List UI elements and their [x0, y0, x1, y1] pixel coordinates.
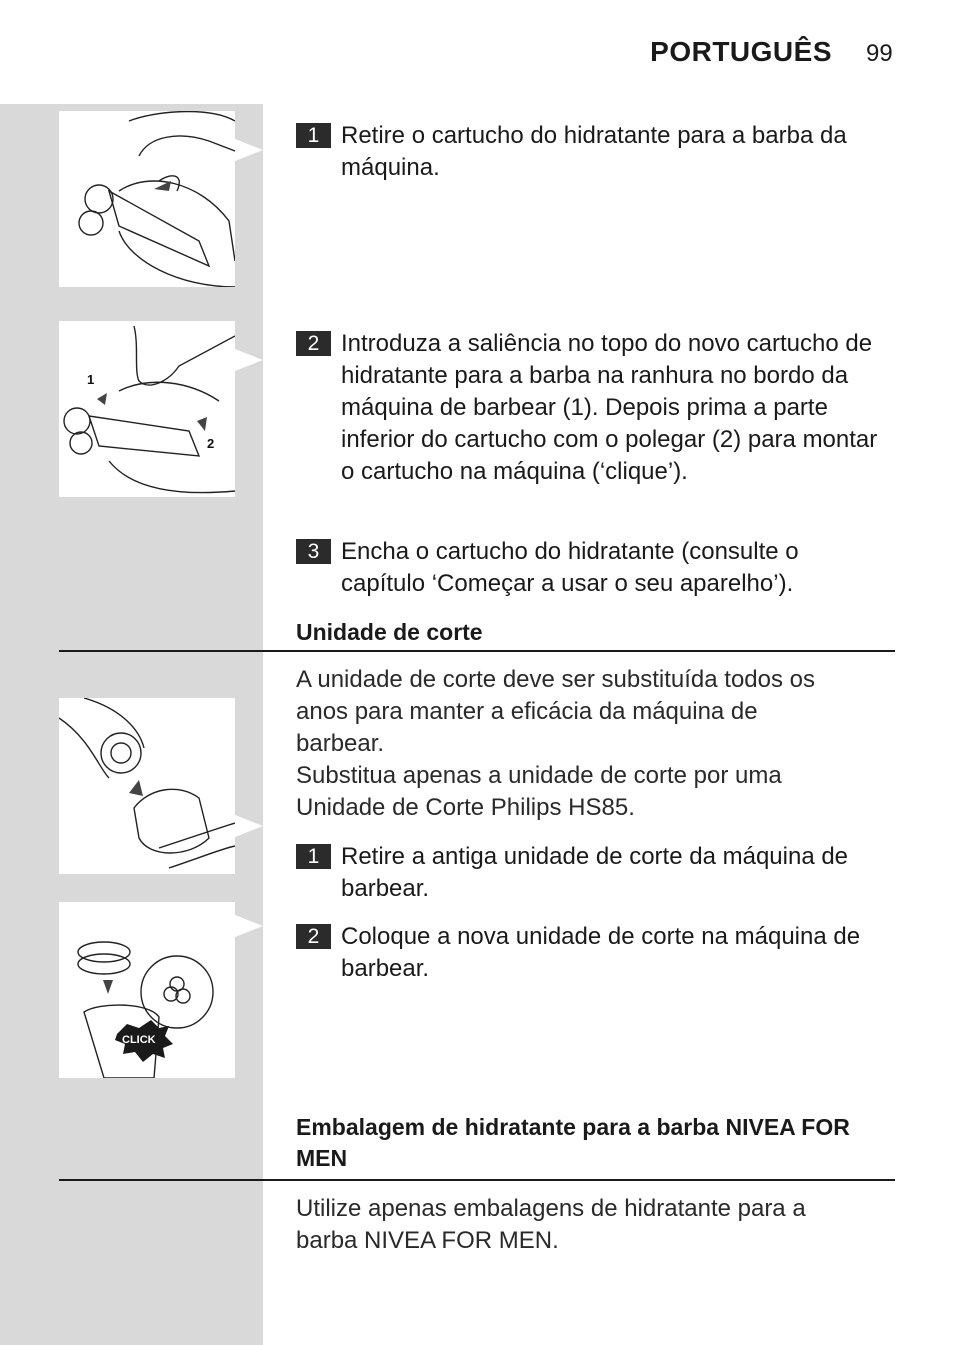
illustration-pointer — [235, 349, 263, 371]
section-divider — [59, 650, 895, 652]
illustration-insert-cartridge — [59, 321, 235, 497]
illustration-pointer — [235, 815, 263, 837]
figure-label-1: 1 — [87, 372, 95, 387]
step-number: 2 — [296, 924, 331, 949]
nivea-paragraph: Utilize apenas embalagens de hidratante para a barba NIVEA FOR MEN. — [296, 1195, 806, 1254]
step-1-remove-cartridge — [296, 120, 896, 184]
section-heading-cutting-unit: Unidade de corte — [296, 619, 483, 645]
step-text: Coloque a nova unidade de corte na máquina de barbear. — [341, 923, 861, 982]
illustration-pointer — [235, 915, 263, 937]
section-heading-nivea: Embalagem de hidratante para a barba NIVEA FOR MEN — [296, 1114, 850, 1171]
page-number: 99 — [866, 40, 893, 67]
illustration-remove-cartridge — [59, 111, 235, 287]
section-language-title: PORTUGUÊS — [650, 36, 832, 67]
click-label: CLICK — [122, 1034, 156, 1046]
step-number: 1 — [296, 123, 331, 148]
step-number: 1 — [296, 844, 331, 869]
step-2-place-cutting-unit — [296, 921, 896, 985]
step-number: 2 — [296, 331, 331, 356]
illustration-pointer — [235, 139, 263, 161]
step-text: Encha o cartucho do hidratante (consulte o capítulo ‘Começar a usar o seu aparelho’). — [341, 538, 799, 597]
cutting-unit-paragraph-2: Substitua apenas a unidade de corte por uma Unidade de Corte Philips HS85. — [296, 762, 782, 821]
section-divider — [59, 1179, 895, 1181]
illustration-place-cutting-unit — [59, 902, 235, 1078]
cutting-unit-paragraph-1: A unidade de corte deve ser substituída todos os anos para manter a eficácia da máquina de barbear. — [296, 666, 816, 757]
step-text: Retire o cartucho do hidratante para a barba da máquina. — [341, 122, 847, 181]
step-1-remove-cutting-unit — [296, 841, 896, 905]
illustration-remove-cutting-unit — [59, 698, 235, 874]
step-number: 3 — [296, 539, 331, 564]
step-3-fill-cartridge — [296, 536, 896, 600]
step-2-insert-cartridge — [296, 328, 896, 488]
step-text: Retire a antiga unidade de corte da máquina de barbear. — [341, 843, 849, 902]
figure-label-2: 2 — [207, 436, 215, 451]
step-text: Introduza a saliência no topo do novo cartucho de hidratante para a barba na ranhura no bordo da máquina de barbear (1). Depois prima a parte inferior do cartucho com o polegar (2) para montar o cartucho na máquina (‘clique’). — [341, 330, 878, 485]
